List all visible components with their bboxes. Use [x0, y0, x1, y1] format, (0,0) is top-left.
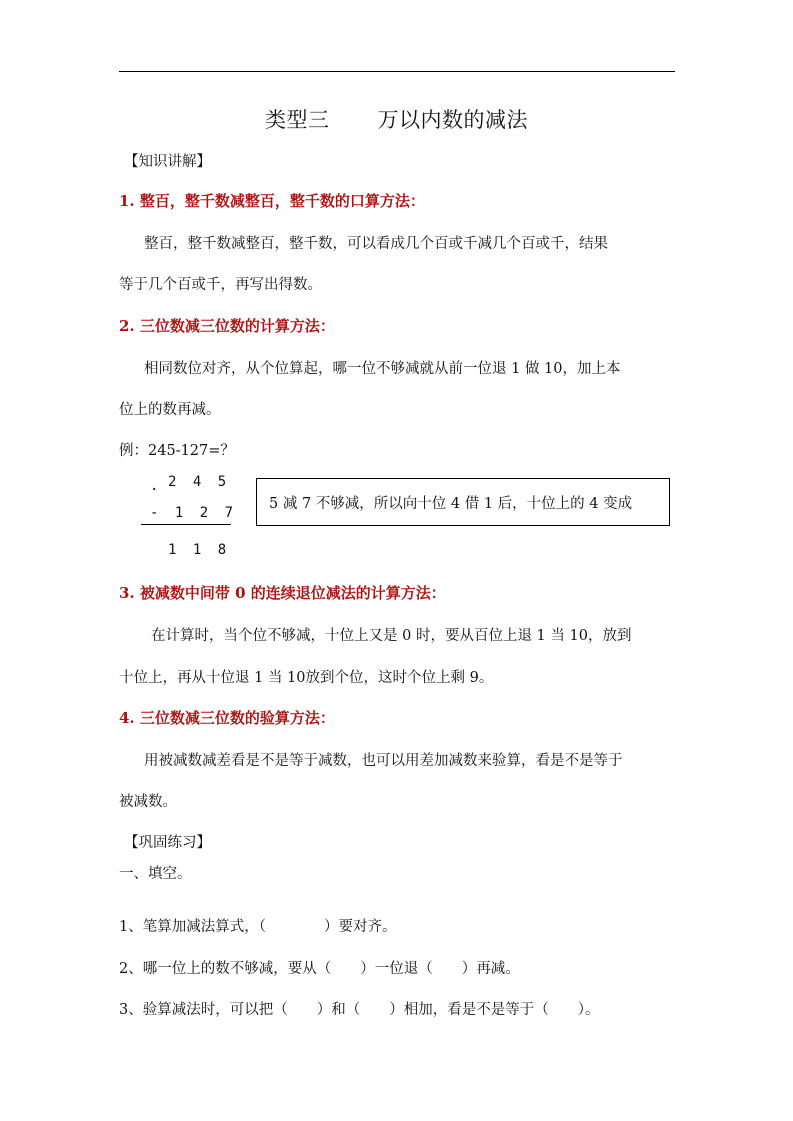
calc-line	[141, 524, 231, 525]
section-1-line-1: 整百，整千数减整百，整千数，可以看成几个百或千减几个百或千，结果	[144, 236, 608, 252]
section-3-line-1: 在计算时，当个位不够减，十位上又是 0 时，要从百位上退 1 当 10，放到	[151, 628, 632, 644]
title-type: 类型三	[265, 108, 330, 132]
section-4-line-2: 被减数。	[119, 794, 177, 810]
example-note: 5 减 7 不够减，所以向十位 4 借 1 后，十位上的 4 变成	[269, 495, 633, 512]
section-1-heading: 1. 整百，整千数减整百，整千数的口算方法：	[119, 192, 425, 210]
title-name: 万以内数的减法	[377, 108, 528, 132]
calc-result: 1 1 8	[168, 542, 231, 558]
knowledge-header: 【知识讲解】	[124, 154, 211, 170]
example-label: 例：245-127=？	[119, 443, 235, 459]
calc-dot: .	[150, 478, 163, 494]
part-one-heading: 一、填空。	[119, 866, 192, 882]
question-2: 2、哪一位上的数不够减，要从（ ）一位退（ ）再减。	[119, 961, 520, 977]
section-2-line-1: 相同数位对齐，从个位算起，哪一位不够减就从前一位退 1 做 10，加上本	[144, 361, 621, 377]
section-2-line-2: 位上的数再减。	[119, 402, 221, 418]
section-1-line-2: 等于几个百或千，再写出得数。	[119, 277, 322, 293]
section-3-line-2: 十位上，再从十位退 1 当 10放到个位，这时个位上剩 9。	[119, 670, 494, 686]
calc-minuend: 2 4 5	[168, 474, 231, 490]
question-3: 3、验算减法时，可以把（ ）和（ ）相加，看是不是等于（ ）。	[119, 1002, 600, 1018]
question-1: 1、笔算加减法算式，（ ）要对齐。	[119, 919, 397, 935]
section-4-line-1: 用被减数减差看是不是等于减数，也可以用差加减数来验算，看是不是等于	[144, 753, 623, 769]
section-2-heading: 2. 三位数减三位数的计算方法：	[119, 317, 335, 335]
header-rule	[119, 71, 675, 72]
practice-header: 【巩固练习】	[124, 835, 211, 851]
example-note-box	[256, 478, 670, 526]
calc-subtrahend: - 1 2 7	[150, 505, 238, 521]
section-4-heading: 4. 三位数减三位数的验算方法：	[119, 709, 335, 727]
page-title	[0, 104, 793, 134]
section-3-heading: 3. 被减数中间带 0 的连续退位减法的计算方法：	[119, 584, 446, 602]
